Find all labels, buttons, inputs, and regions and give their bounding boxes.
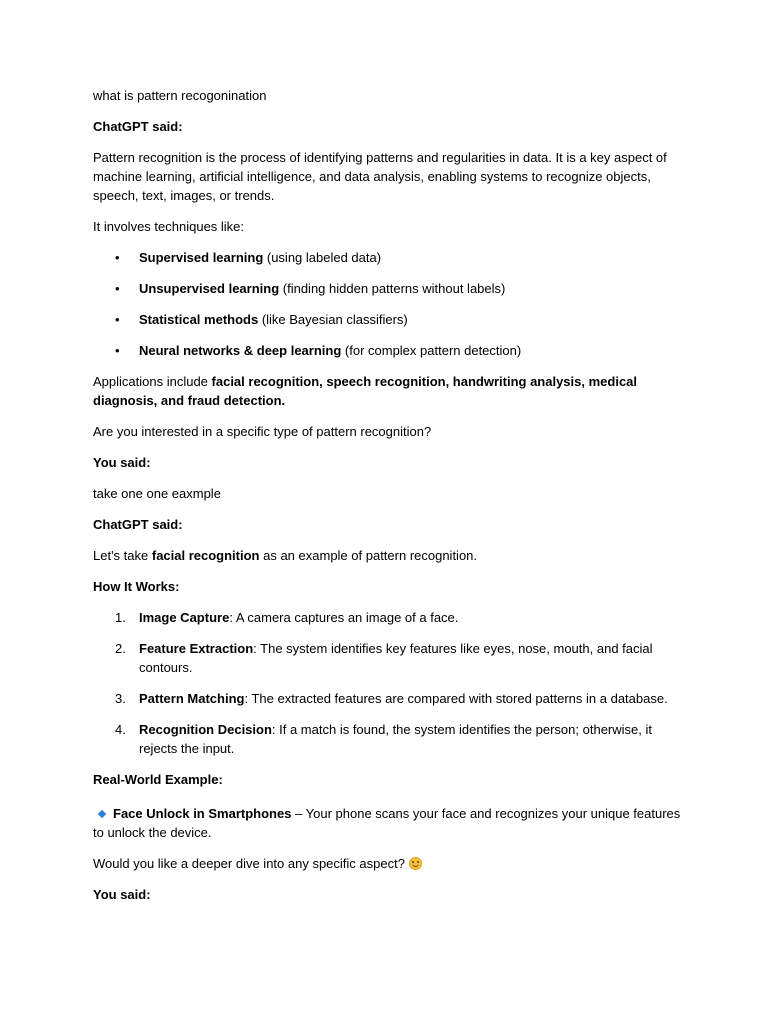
real-world-example: Face Unlock in Smartphones – Your phone scans your face and recognizes your unique features to unlock the device. <box>93 806 681 840</box>
list-item: • Supervised learning (using labeled data) <box>93 248 683 267</box>
techniques-lead: It involves techniques like: <box>93 219 245 234</box>
list-item: 2. Feature Extraction: The system identifies key features like eyes, nose, mouth, and facial contours. <box>115 641 653 675</box>
chatgpt-said-label-2: ChatGPT said: <box>93 517 183 532</box>
list-item: 1. Image Capture: A camera captures an image of a face. <box>115 610 459 625</box>
answer-2-closing: Would you like a deeper dive into any specific aspect? <box>93 854 683 873</box>
smiling-face-icon <box>409 857 422 870</box>
how-it-works-heading: How It Works: <box>93 579 180 594</box>
blue-diamond-icon <box>98 810 106 818</box>
chat-transcript <box>93 86 683 916</box>
user-question-2: take one one eaxmple <box>93 486 221 501</box>
list-item: • Unsupervised learning (finding hidden patterns without labels) <box>93 279 683 298</box>
list-item: 3. Pattern Matching: The extracted features are compared with stored patterns in a database. <box>115 691 668 706</box>
list-item: • Statistical methods (like Bayesian classifiers) <box>93 310 683 329</box>
answer-1-follow-up: Are you interested in a specific type of pattern recognition? <box>93 424 432 439</box>
you-said-label-1: You said: <box>93 455 151 470</box>
you-said-label-2: You said: <box>93 887 151 902</box>
answer-1-intro: Pattern recognition is the process of identifying patterns and regularities in data. It is a key aspect of machine learning, artificial intelligence, and data analysis, enabling systems to recognize objects, speech, text, images, or trends. <box>93 150 667 203</box>
applications-paragraph: Applications include facial recognition, speech recognition, handwriting analysis, medical diagnosis, and fraud detection. <box>93 374 638 408</box>
steps-list <box>93 608 683 758</box>
chatgpt-said-label-1: ChatGPT said: <box>93 119 183 134</box>
list-item: • Neural networks & deep learning (for complex pattern detection) <box>93 341 683 360</box>
list-item: 4. Recognition Decision: If a match is found, the system identifies the person; otherwise, it rejects the input. <box>115 722 652 756</box>
answer-2-intro: Let's take facial recognition as an example of pattern recognition. <box>93 548 478 563</box>
user-question-1: what is pattern recogonination <box>93 88 267 103</box>
real-world-example-heading: Real-World Example: <box>93 772 223 787</box>
techniques-list <box>93 248 683 360</box>
